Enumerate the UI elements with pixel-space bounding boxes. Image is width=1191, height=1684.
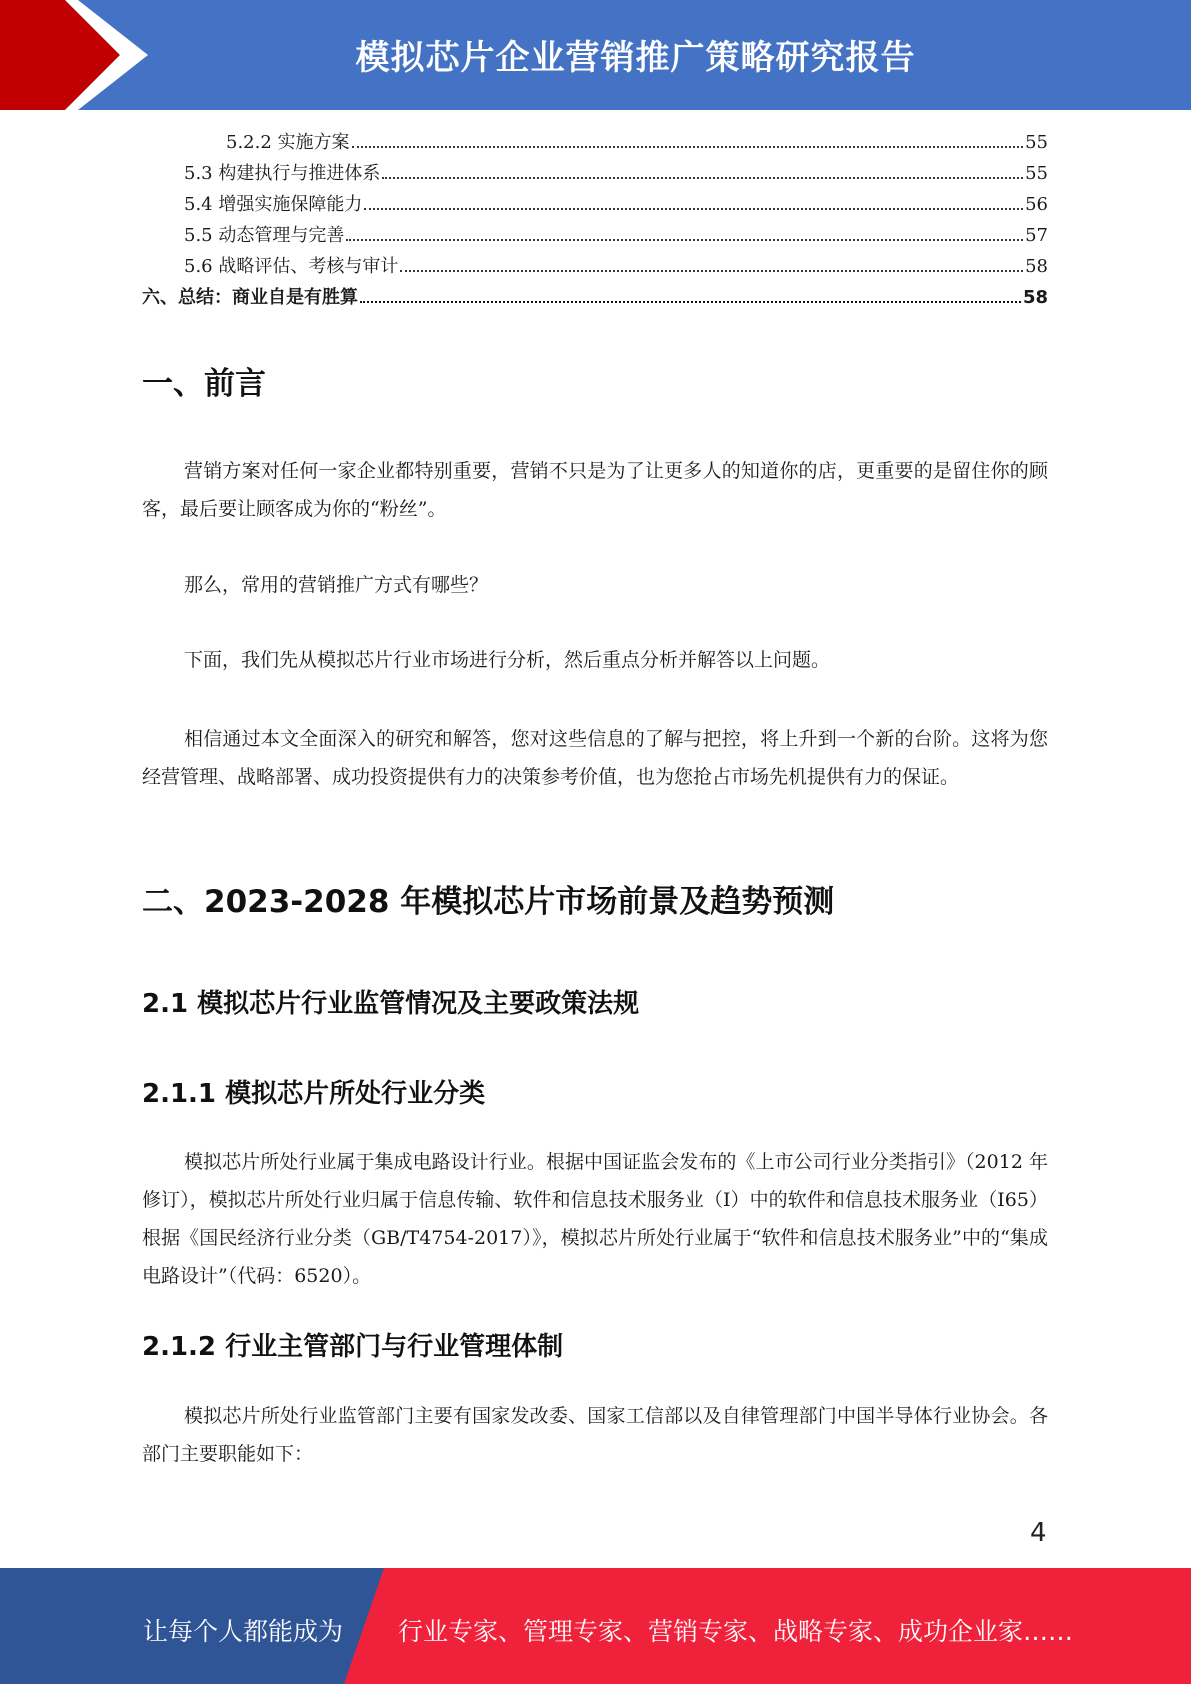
paragraph: 相信通过本文全面深入的研究和解答，您对这些信息的了解与把控，将上升到一个新的台阶。这将为您经营管理、战略部署、成功投资提供有力的决策参考价值，也为您抢占市场先机提供有力的保证。 [142,728,1048,788]
toc-entry[interactable] [142,252,1048,283]
section-heading-forecast: 二、2023-2028 年模拟芯片市场前景及趋势预测 [142,884,835,920]
page-footer [0,1568,1191,1684]
footer-slogan-left: 让每个人都能成为 [143,1617,344,1646]
toc-entry-label: 5.2.2 实施方案 [226,132,350,153]
toc-leader-dots [382,177,1023,179]
toc-entry-label: 六、总结：商业自是有胜算 [142,287,358,308]
toc-entry[interactable] [142,128,1048,159]
toc-entry-page: 57 [1025,225,1048,246]
paragraph: 营销方案对任何一家企业都特别重要，营销不只是为了让更多人的知道你的店，更重要的是留住你的顾客，最后要让顾客成为你的“粉丝”。 [142,460,1048,520]
toc-leader-dots [352,146,1024,148]
subsection-heading: 2.1 模拟芯片行业监管情况及主要政策法规 [142,989,640,1019]
toc-entry-page: 55 [1025,163,1048,184]
subsection-heading: 2.1.1 模拟芯片所处行业分类 [142,1079,486,1109]
toc-entry[interactable] [142,221,1048,252]
page-header [0,0,1191,110]
toc-leader-dots [400,270,1023,272]
toc-leader-dots [360,301,1021,303]
table-of-contents [142,128,1048,314]
footer-slogan-right: 行业专家、管理专家、营销专家、战略专家、成功企业家…… [398,1617,1074,1646]
toc-entry-page: 56 [1025,194,1048,215]
document-title: 模拟芯片企业营销推广策略研究报告 [355,38,916,78]
section-heading-preface: 一、前言 [142,366,266,402]
toc-entry[interactable] [142,159,1048,190]
toc-entry-label: 5.4 增强实施保障能力 [184,194,363,215]
paragraph: 模拟芯片所处行业属于集成电路设计行业。根据中国证监会发布的《上市公司行业分类指引》（2012 年修订），模拟芯片所处行业归属于信息传输、软件和信息技术服务业（I）中的软件和信息技术服务业（I65）根据《国民经济行业分类（GB/T4754-2017）》，模拟芯片所处行业属于“软件和信息技术服务业”中的“集成电路设计”（代码：6520）。 [142,1151,1048,1287]
toc-entry[interactable] [142,190,1048,221]
toc-entry-page: 55 [1025,132,1048,153]
toc-leader-dots [364,208,1023,210]
toc-entry-label: 5.5 动态管理与完善 [184,225,345,246]
toc-entry-label: 5.6 战略评估、考核与审计 [184,256,399,277]
toc-entry[interactable] [142,283,1048,314]
subsection-heading: 2.1.2 行业主管部门与行业管理体制 [142,1332,564,1362]
toc-entry-page: 58 [1022,287,1048,308]
paragraph: 模拟芯片所处行业监管部门主要有国家发改委、国家工信部以及自律管理部门中国半导体行业协会。各部门主要职能如下： [142,1405,1048,1465]
paragraph: 那么，常用的营销推广方式有哪些？ [184,574,489,596]
toc-leader-dots [346,239,1023,241]
toc-entry-label: 5.3 构建执行与推进体系 [184,163,381,184]
toc-entry-page: 58 [1025,256,1048,277]
paragraph: 下面，我们先从模拟芯片行业市场进行分析，然后重点分析并解答以上问题。 [184,649,831,671]
page-number: 4 [1030,1518,1047,1548]
